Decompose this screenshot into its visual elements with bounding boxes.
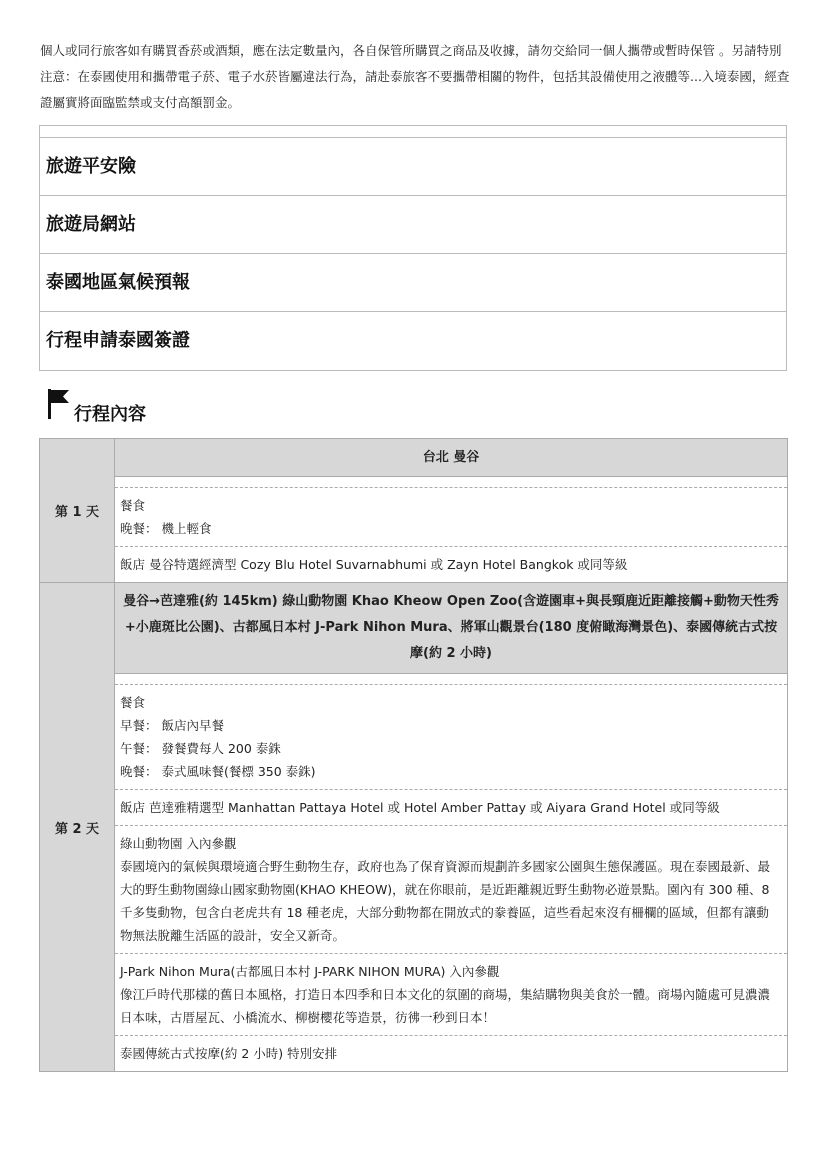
day-row xyxy=(40,583,788,1072)
flag-icon xyxy=(46,388,72,420)
attraction-block xyxy=(115,954,787,1036)
attraction-block xyxy=(115,1036,787,1071)
meals-block xyxy=(115,685,787,790)
intro-notice: 個人或同行旅客如有購買香菸或酒類，應在法定數量內，各自保管所購買之商品及收據，請勿交給同一個人攜帶或暫時保管 。另請特別注意：在泰國使用和攜帶電子菸、電子水菸皆屬違法行為，請赴泰旅客不要攜帶相關的物件，包括其設備使用之液體等...入境泰國，經查證屬實將面臨監禁或支付高額罰金。 xyxy=(40,43,790,110)
link-weather-forecast[interactable]: 泰國地區氣候預報 xyxy=(40,254,786,312)
hotel-text: 飯店 芭達雅精選型 Manhattan Pattaya Hotel 或 Hotel Amber Pattay 或 Aiyara Grand Hotel 或同等級 xyxy=(120,800,720,815)
info-box-top-strip xyxy=(40,126,786,138)
attraction-block xyxy=(115,826,787,954)
itinerary-table xyxy=(39,438,788,1072)
spacer xyxy=(115,674,787,685)
day-title: 台北 曼谷 xyxy=(115,439,787,477)
meals-label: 餐食 xyxy=(120,498,146,513)
link-thailand-visa[interactable]: 行程申請泰國簽證 xyxy=(46,330,190,351)
hotel-info xyxy=(115,547,787,582)
spacer xyxy=(115,477,787,488)
meal-item: 晚餐： 機上輕食 xyxy=(120,521,212,536)
day-content xyxy=(115,439,788,583)
attraction-name: 綠山動物園 入內參觀 xyxy=(120,836,237,851)
link-travel-insurance[interactable]: 旅遊平安險 xyxy=(40,138,786,196)
day-content xyxy=(115,583,788,1072)
attraction-description: 像江戶時代那樣的舊日本風格，打造日本四季和日本文化的氛圍的商場，集結購物與美食於一體。商場內隨處可見濃濃日本味，古厝屋瓦、小橋流水、柳樹櫻花等造景，彷彿一秒到日本！ xyxy=(120,987,771,1025)
info-links-box xyxy=(39,125,787,371)
section-title: 行程內容 xyxy=(74,404,146,425)
meal-item: 午餐： 發餐費每人 200 泰銖 xyxy=(120,741,281,756)
meals-label: 餐食 xyxy=(120,695,146,710)
day-label: 第 1 天 xyxy=(40,439,115,583)
attraction-name: 泰國傳統古式按摩(約 2 小時) 特別安排 xyxy=(120,1046,338,1061)
day-label: 第 2 天 xyxy=(40,583,115,1072)
attraction-name: J-Park Nihon Mura(古都風日本村 J-PARK NIHON MURA) 入內參觀 xyxy=(120,964,500,979)
day-row xyxy=(40,439,788,583)
hotel-info xyxy=(115,790,787,826)
meal-item: 早餐： 飯店內早餐 xyxy=(120,718,224,733)
meals-block xyxy=(115,488,787,547)
link-tourism-website[interactable]: 旅遊局網站 xyxy=(40,196,786,254)
day-title: 曼谷→芭達雅(約 145km) 綠山動物園 Khao Kheow Open Zoo(含遊園車+與長頸鹿近距離接觸+動物天性秀+小鹿斑比公園)、古都風日本村 J-Park Nihon Mura、將軍山觀景台(180 度俯瞰海灣景色)、泰國傳統古式按摩(約 2 小時) xyxy=(115,583,787,674)
hotel-text: 飯店 曼谷特選經濟型 Cozy Blu Hotel Suvarnabhumi 或 Zayn Hotel Bangkok 或同等級 xyxy=(120,557,628,572)
meal-item: 晚餐： 泰式風味餐(餐標 350 泰銖) xyxy=(120,764,316,779)
attraction-description: 泰國境內的氣候與環境適合野生動物生存，政府也為了保育資源而規劃許多國家公園與生態保護區。現在泰國最新、最大的野生動物園綠山國家動物園(KHAO KHEOW)，就在你眼前，是近距離親近野生動物必遊景點。園內有 300 種、8 千多隻動物，包含白老虎共有 18 種老虎，大部分動物都在開放式的豢養區，這些看起來沒有柵欄的區域，但都有讓動物無法脫離生活區的設計，安全又新奇。 xyxy=(120,859,771,943)
